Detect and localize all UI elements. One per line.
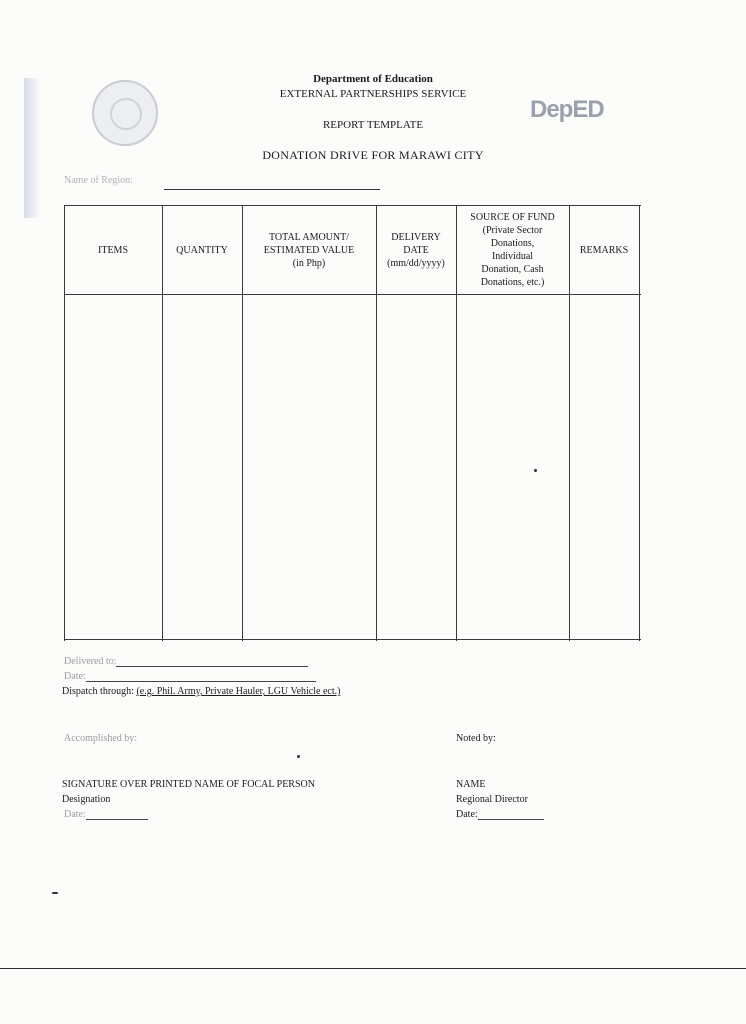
header-delivery-date: [376, 205, 456, 295]
header-source-line: Donations, etc.): [480, 277, 545, 288]
department-name: Department of Education: [313, 73, 433, 85]
dispatch-row: [62, 686, 340, 697]
service-name: EXTERNAL PARTNERSHIPS SERVICE: [279, 88, 467, 100]
header-source-of-fund: [456, 205, 569, 295]
delivery-date-label: Date:: [64, 671, 86, 682]
name-label: NAME: [456, 779, 486, 790]
donation-table: [64, 205, 641, 641]
header-amount-line: TOTAL AMOUNT/: [268, 231, 350, 243]
page-bottom-rule: [0, 968, 746, 969]
delivered-to-label: Delivered to:: [64, 656, 117, 667]
noted-by-label: Noted by:: [456, 733, 496, 744]
header-items: [64, 205, 162, 295]
header-source-line: Donation, Cash: [481, 264, 544, 275]
scan-speck: [297, 755, 300, 758]
delivery-date-row: [64, 671, 316, 682]
header-quantity-label: QUANTITY: [176, 244, 228, 256]
header-amount-line: (in Php): [292, 257, 326, 269]
region-field[interactable]: [164, 189, 380, 190]
scan-speck: [52, 892, 58, 894]
header-total-amount: [242, 205, 376, 295]
right-date-label: Date:: [456, 809, 478, 820]
header-delivery-line: DATE: [403, 244, 429, 256]
accomplished-by-label: Accomplished by:: [64, 733, 138, 744]
regional-director-label: Regional Director: [456, 794, 528, 805]
delivery-date-field[interactable]: [86, 681, 316, 682]
table-bottom-border: [64, 639, 641, 640]
table-col-line: [639, 205, 640, 641]
template-label: REPORT TEMPLATE: [322, 119, 424, 131]
right-date-row: [456, 809, 544, 820]
header-source-line: Donations,: [490, 238, 535, 249]
signature-label: SIGNATURE OVER PRINTED NAME OF FOCAL PERSON: [62, 779, 315, 790]
left-date-field[interactable]: [86, 819, 148, 820]
header-delivery-line: (mm/dd/yyyy): [387, 257, 445, 269]
header-source-line: (Private Sector: [482, 225, 543, 236]
header-remarks-label: REMARKS: [579, 244, 629, 256]
header-source-line: SOURCE OF FUND: [470, 212, 555, 223]
header-items-label: ITEMS: [98, 244, 128, 256]
left-date-label: Date:: [64, 809, 86, 820]
delivered-to-row: [64, 656, 308, 667]
dispatch-label: Dispatch through:: [62, 686, 134, 697]
region-label: Name of Region:: [64, 175, 133, 186]
scan-speck: [534, 469, 537, 472]
header-quantity: [162, 205, 242, 295]
header-amount-line: ESTIMATED VALUE: [263, 244, 355, 256]
right-date-field[interactable]: [478, 819, 544, 820]
page-title: DONATION DRIVE FOR MARAWI CITY: [262, 148, 484, 162]
header-source-line: Individual: [491, 251, 534, 262]
dispatch-example: (e.g. Phil. Army, Private Hauler, LGU Vehicle ect.): [136, 686, 341, 697]
header-remarks: [569, 205, 639, 295]
delivered-to-field[interactable]: [116, 666, 308, 667]
left-date-row: [64, 809, 148, 820]
header-delivery-line: DELIVERY: [391, 231, 441, 243]
designation-label: Designation: [62, 794, 111, 805]
logo-text: DepED: [530, 96, 604, 123]
